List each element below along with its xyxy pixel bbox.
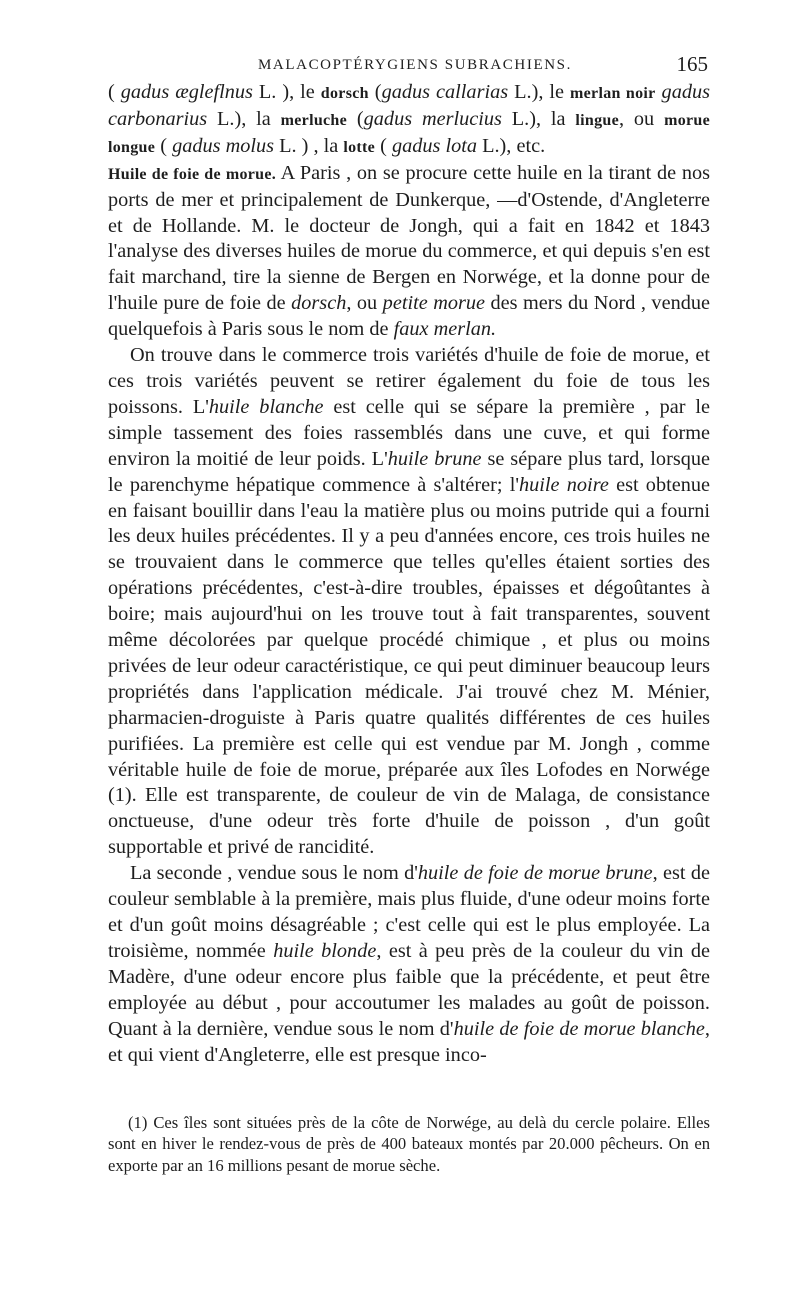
text-run: ( <box>155 134 173 157</box>
italic-run: gadus lota <box>391 134 478 157</box>
footnote <box>108 1112 710 1176</box>
paragraph-species-list <box>108 80 710 161</box>
italic-run: gadus molus <box>172 134 275 157</box>
text-run: des mers du Nord , vendue quelquefois à Paris sous le nom de <box>108 292 710 341</box>
bold-term: morue longue <box>108 111 710 156</box>
italic-run: dorsch <box>291 292 347 315</box>
italic-run: huile blanche <box>208 395 324 418</box>
italic-run: petite morue <box>382 292 486 315</box>
text-run: , et qui vient d'Angleterre, elle est presque inco- <box>108 1017 710 1066</box>
text-run: se sépare plus tard, lorsque le parenchyme hépatique commence à s'altérer; l' <box>108 447 710 496</box>
section-heading: Huile de foie de morue. <box>108 165 277 183</box>
page-number: 165 <box>676 52 708 76</box>
text-run: A Paris , on se procure cette huile en la tirant de nos ports de mer et principalement de Dunkerque, —d'Ostende, d'Angleterre et de Hollande. M. le docteur de Jongh, qui a fait en 1842 et 1843 l'analyse des diverses huiles de morue du commerce, et qui depuis s'en est fait marchand, tire la sienne de Bergen en Norwége, et la donne pour de l'huile pure de foie de <box>108 161 710 315</box>
paragraph-cod-liver-oil <box>108 161 710 343</box>
running-head: MALACOPTÉRYGIENS SUBRACHIENS. <box>258 57 572 73</box>
text-run: La seconde , vendue sous le nom d' <box>130 862 418 885</box>
text-run: L. ), le <box>252 81 321 103</box>
body-text <box>108 80 710 1068</box>
italic-run: huile brune <box>387 447 482 470</box>
italic-run: huile de foie de morue blanche <box>453 1017 705 1040</box>
italic-run: gadus ægleflnus <box>120 81 253 103</box>
text-run: L.), etc. <box>477 134 546 157</box>
text-run: L.), la <box>207 107 281 130</box>
italic-run: faux merlan. <box>393 318 497 341</box>
text-run: est celle qui se sépare la première , par le simple tassement des foies rassemblés dans une cuve, et qui forme environ la moitié de leur poids. L' <box>108 395 711 470</box>
bold-term: lotte <box>343 138 376 156</box>
text-run: On trouve dans le commerce trois variétés d'huile de foie de morue, et ces trois variétés peuvent se retirer également du foie de tous les poissons. L' <box>108 344 710 418</box>
footnote-text: (1) Ces îles sont situées près de la côte de Norwége, au delà du cercle polaire. Elles sont en hiver le rendez-vous de près de 400 bateaux montés par 20.000 pêcheurs. On en exporte par an 16 millions pesant de morue sèche. <box>108 1113 710 1175</box>
bold-term: merlan noir <box>570 85 656 102</box>
bold-term: merluche <box>280 111 348 129</box>
text-run: ( <box>347 107 364 130</box>
italic-run: huile de foie de morue brune <box>417 862 653 885</box>
text-run: ( <box>368 81 382 103</box>
italic-run: gadus carbonarius <box>108 81 711 130</box>
text-run: , est à peu près de la couleur du vin de Madère, d'une odeur encore plus faible que la précédente, et peut être employée au début , pour accoutumer les malades au goût de poisson. Quant à la dernière, vendue sous le nom d' <box>108 939 710 1040</box>
text-run: L.), le <box>508 81 571 103</box>
italic-run: huile noire <box>519 473 609 496</box>
italic-run: huile blonde <box>273 939 377 962</box>
text-run: , ou <box>619 107 665 130</box>
page-header <box>108 54 708 80</box>
italic-run: gadus callarias <box>381 81 509 103</box>
text-run: ( <box>375 134 392 157</box>
text-run: , ou <box>346 292 383 315</box>
bold-term: lingue <box>575 111 619 129</box>
paragraph-second-variety <box>108 861 710 1068</box>
italic-run: gadus merlucius <box>363 107 502 130</box>
text-run: , est de couleur semblable à la première, mais plus fluide, d'une odeur moins forte et d'un goût moins désagréable ; c'est celle qui est le plus employée. La troisième, nommée <box>108 862 710 962</box>
bold-term: dorsch <box>320 85 369 102</box>
text-run: ( <box>108 81 121 103</box>
text-run: L.), la <box>501 107 576 130</box>
paragraph-three-varieties <box>108 343 710 861</box>
text-run: est obtenue en faisant bouillir dans l'eau la matière plus ou moins putride qui a fourni les deux huiles précédentes. Il y a peu d'années encore, ces trois huiles ne se trouvaient dans le commerce que telles qu'elles étaient sorties des opérations précédentes, c'est-à-dire troubles, épaisses et dégoûtantes à boire; mais aujourd'hui on les trouve tout à fait transparentes, souvent même décolorées par quelque procédé chimique , et plus ou moins privées de leur odeur caractéristique, ce qui peut diminuer beaucoup leurs propriétés dans l'application médicale. J'ai trouvé chez M. Ménier, pharmacien-droguiste à Paris quatre qualités différentes de ces huiles purifiées. La première est celle qui est vendue par M. Jongh , comme véritable huile de foie de morue, préparée aux îles Lofodes en Norwége (1). Elle est transparente, de couleur de vin de Malaga, de consistance onctueuse, d'une odeur très forte d'huile de poisson , d'un goût supportable et privé de rancidité. <box>108 473 711 859</box>
text-run: L. ) , la <box>274 134 344 157</box>
